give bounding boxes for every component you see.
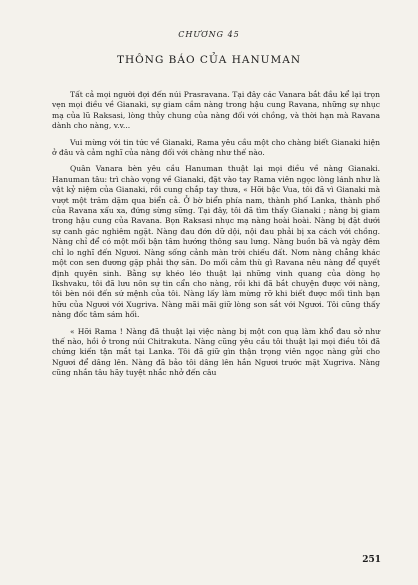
paragraph: Tất cả mọi người đợi đến núi Prasravana. Tại đây các Vanara bắt đầu kể lại trọn vẹn mọi điều về Gianaki, sự giam cầm nàng trong hậu cung Ravana, những sự nhục mạ của lũ Raksasi, lòng thủy chung của nàng đối với chồng, và thời hạn mà Ravana dành cho nàng, v.v... [52, 90, 380, 131]
paragraph: Quân Vanara bèn yêu cầu Hanuman thuật lại mọi điều về nàng Gianaki. Hanuman tâu: trì chào vọng về Gianaki, đặt vào tay Rama viên ngọc lòng lánh như là vật kỷ niệm của Gianaki, rồi cung chắp tay thưa, « Hỡi bậc Vua, tôi đã vì Gianaki mà vượt một trăm dặm qua biển cả. Ở bờ biển phía nam, thành phố Lanka, thành phố của Ravana xấu xa, đứng sừng sững. Tại đây, tôi đã tìm thấy Gianaki ; nàng bị giam trong hậu cung của Ravana. Bọn Raksasi nhục mạ nàng hoài hoài. Nàng bị đặt dưới sự canh gác nghiêm ngặt. Nàng đau đớn dữ dội, nội đau phải bị xa cách với chồng. Nàng chỉ để có một mối bận tâm hướng thông sau lưng. Nàng buồn bã và ngày đêm chỉ lo nghĩ đến Ngươi. Nàng sống cảnh màn trời chiếu đất. Nơm nàng chẳng khác một con sen đương gặp phải thợ săn. Do mối cảm thù gì Ravana nêu nàng để quyết định quyên sinh. Bằng sự khéo léo thuật lại những vinh quang của dòng họ Ikshvaku, tôi đã lưu nôn sự tin cẩn cho nàng, rồi khi đã bắt chuyện được với nàng, tôi bèn nói đến sứ mệnh của tôi. Nàng lấy làm mừng rỡ khi biết được mối tình bạn hữu của Ngươi với Xugriva. Nàng mãi mãi giữ lòng son sắt với Ngươi. Tôi cũng thấy nàng đốc tâm sám hối. [52, 164, 380, 320]
paragraph: Vui mừng với tin tức về Gianaki, Rama yêu cầu một cho chàng biết Gianaki hiện ở đâu và cảm nghĩ của nàng đối với chàng như thế nào. [52, 137, 380, 158]
chapter-label: CHƯƠNG 45 [178, 30, 240, 39]
chapter-title: THÔNG BÁO CỦA HANUMAN [116, 54, 302, 66]
paragraph: « Hỡi Rama ! Nàng đã thuật lại việc nàng bị một con quạ làm khổ đau sở như thế nào, hồi ở trong núi Chitrakuta. Nàng cũng yêu cầu tôi thuật lại mọi điều tôi đã chứng kiến tận mắt tại Lanka. Tôi đã giữ gìn thận trọng viên ngọc nàng gửi cho Ngươi để dâng lên. Nàng đã bảo tôi dâng lên hắn Ngươi trước mặt Xugriva. Nàng cũng nhắn tâu hãy tuyệt nhắc nhở đến câu [52, 326, 380, 378]
body-text [52, 90, 380, 385]
page-number: 251 [362, 555, 381, 565]
